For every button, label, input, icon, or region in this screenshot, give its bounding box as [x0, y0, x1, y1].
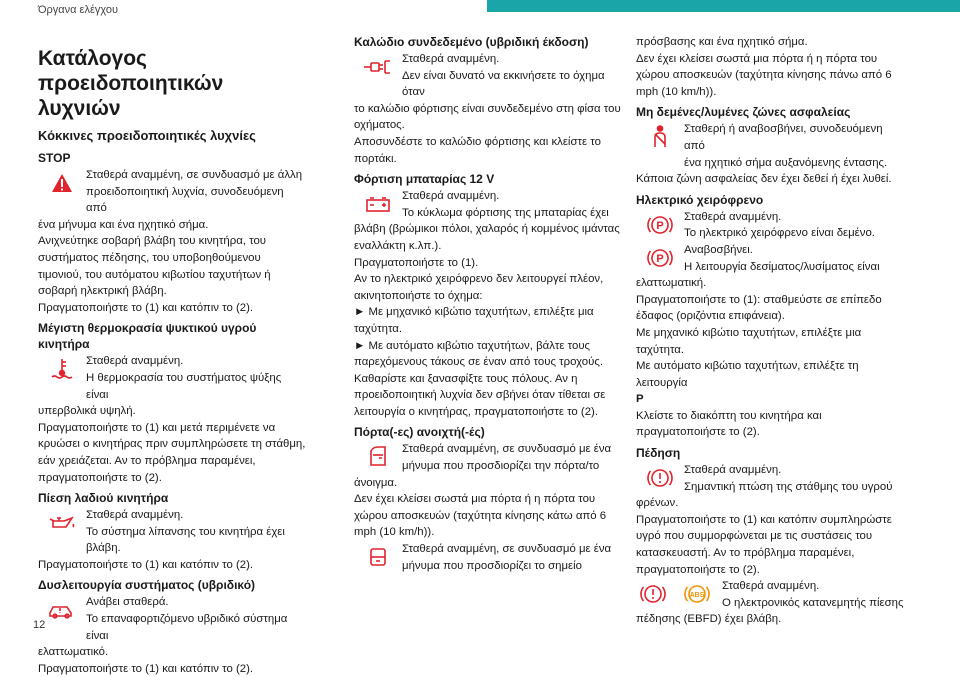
column-1: [38, 34, 306, 677]
braking-line4: Ο ηλεκτρονικός κατανεμητής πίεσης: [722, 596, 904, 609]
hybrid-text: ελαττωματικό. Πραγματοποιήστε το (1) και κατόπιν το (2).: [38, 646, 254, 675]
hybrid-line1: Ανάβει σταθερά.: [86, 596, 169, 609]
arrow-bullet-icon: ►: [354, 339, 366, 352]
battery-bullet-2: [354, 338, 622, 371]
cable-line2: Δεν είναι δυνατό να εκκινήσετε το όχημα όταν: [402, 69, 605, 99]
door-open-icon: [354, 441, 402, 473]
coolant-line1: Σταθερά αναμμένη.: [86, 355, 184, 368]
epb-text: ελαττωματική. Πραγματοποιήστε το (1): σταθμεύστε σε επίπεδο έδαφος (οριζόντια επιφάνεια). Με μηχανικό κιβώτιο ταχυτήτων, επιλέξτε μια ταχύτητα. Με αυτόματο κιβώτιο ταχυτήτων, επιλέξτε τη λειτουργία: [636, 277, 882, 389]
abs-icon: [685, 586, 709, 602]
belts-line2: ένα ηχητικό σήμα αυξανόμενης έντασης.: [684, 156, 888, 169]
warning-triangle-icon: [38, 167, 86, 199]
battery-heading: Φόρτιση μπαταρίας 12 V: [354, 172, 495, 187]
section-subtitle: Κόκκινες προειδοποιητικές λυχνίες: [38, 128, 256, 143]
brake-abs-icons: [636, 578, 722, 610]
belts-line1: Σταθερή ή αναβοσβήνει, συνοδευόμενη από: [684, 123, 883, 152]
doors-line4: μήνυμα που προσδιορίζει το σημείο: [402, 559, 582, 572]
doors-line2: μήνυμα που προσδιορίζει την πόρτα/το: [402, 460, 600, 473]
oil-line2: Το σύστημα λίπανσης του κινητήρα έχει βλάβη.: [86, 525, 285, 555]
parking-brake-icon: [636, 209, 684, 241]
stop-text: ένα μήνυμα και ένα ηχητικό σήμα. Ανιχνεύτηκε σοβαρή βλάβη του κινητήρα, του συστήματος πέδησης, του υποβοηθούμενου τιμονιού, του αυτόματου κιβωτίου ταχυτήτων ή σοβαρή ηλεκτρική βλάβη. Πραγματοποιήστε το (1) και κατόπιν το (2).: [38, 218, 271, 314]
column-3: [636, 34, 904, 628]
parking-brake-icon: [636, 242, 684, 274]
seat-belt-icon: [636, 121, 684, 153]
belts-heading: Μη δεμένες/λυμένες ζώνες ασφαλείας: [636, 105, 851, 120]
epb-line3: Αναβοσβήνει.: [684, 243, 753, 256]
header-accent-bar: [487, 0, 960, 12]
cable-heading: Καλώδιο συνδεδεμένο (υβριδική έκδοση): [354, 35, 589, 49]
battery-bullet-1: [354, 304, 622, 337]
trunk-open-icon: [354, 541, 402, 573]
page-title: Κατάλογος προειδοποιητικών λυχνιών: [38, 47, 224, 120]
coolant-text: υπερβολικά υψηλή. Πραγματοποιήστε το (1) και μετά περιμένετε να κρυώσει ο κινητήρας πριν συμπληρώσετε τη στάθμη, εάν χρειάζεται. Αν το πρόβλημα παραμένει, πραγματοποιήστε το (2).: [38, 405, 306, 484]
battery-line2: Το κύκλωμα φόρτισης της μπαταρίας έχει: [402, 206, 609, 219]
oil-line1: Σταθερά αναμμένη.: [86, 509, 184, 522]
battery-line1: Σταθερά αναμμένη.: [402, 190, 500, 203]
epb-text-2: Κλείστε το διακόπτη του κινητήρα και πραγματοποιήστε το (2).: [636, 409, 822, 439]
column-2: [354, 34, 622, 574]
oil-can-icon: [38, 507, 86, 539]
coolant-temperature-icon: [38, 353, 86, 385]
cable-line1: Σταθερά αναμμένη.: [402, 53, 500, 65]
cable-text: το καλώδιο φόρτισης είναι συνδεδεμένο στη φίσα του οχήματος. Αποσυνδέστε το καλώδιο φόρτισης και κλείστε το πορτάκι.: [354, 102, 621, 165]
braking-heading: Πέδηση: [636, 446, 681, 461]
doors-heading: Πόρτα(-ες) ανοιχτή(-ές): [354, 425, 485, 440]
doors-line1: Σταθερά αναμμένη, σε συνδυασμό με ένα: [402, 443, 612, 456]
brake-warning-icon: [641, 586, 665, 602]
battery-after-text: Καθαρίστε και ξανασφίξτε τους πόλους. Αν η προειδοποιητική λυχνία δεν σβήνει όταν τίθεται σε λειτουργία ο κινητήρας, πραγματοποιήστε το (2).: [354, 372, 606, 418]
battery-bullet-1-text: Με μηχανικό κιβώτιο ταχυτήτων, επιλέξτε μια ταχύτητα.: [354, 306, 594, 335]
doors-text: άνοιγμα. Δεν έχει κλείσει σωστά μια πόρτα ή η πόρτα του χώρου αποσκευών (ταχύτητα κίνησης κάτω από 6 mph (10 km/h)).: [354, 476, 607, 539]
oil-heading: Πίεση λαδιού κινητήρα: [38, 491, 169, 506]
abs-label: ABS: [689, 592, 705, 600]
epb-line1: Σταθερά αναμμένη.: [684, 210, 782, 223]
battery-icon: [354, 188, 402, 220]
braking-text: φρένων. Πραγματοποιήστε το (1) και κατόπιν συμπληρώστε υγρό που συμμορφώνεται με τις συστάσεις του κατασκευαστή. Αν το πρόβλημα παραμένει, πραγματοποιήστε το (2).: [636, 497, 892, 576]
braking-line1: Σταθερά αναμμένη.: [684, 464, 782, 477]
battery-bullet-2-text: Με αυτόματο κιβώτιο ταχυτήτων, βάλτε τους παρεχόμενους τάκους σε έναν από τους τροχούς.: [354, 339, 603, 369]
svg-text:P: P: [656, 219, 664, 232]
charging-plug-icon: [354, 51, 402, 83]
coolant-heading: Μέγιστη θερμοκρασία ψυκτικού υγρού κινητήρα: [38, 321, 257, 352]
coolant-line2: Η θερμοκρασία του συστήματος ψύξης είναι: [86, 371, 282, 401]
running-header: Όργανα ελέγχου: [38, 4, 118, 16]
battery-text: βλάβη (βρώμικοι πόλοι, χαλαρός ή κομμένος ιμάντας εναλλάκτη κ.λπ.). Πραγματοποιήστε το (1). Αν το ηλεκτρικό χειρόφρενο δεν λειτουργεί πλέον, ακινητοποιήστε το όχημα:: [354, 223, 620, 302]
brake-warning-icon: [636, 462, 684, 494]
stop-heading: STOP: [38, 151, 71, 165]
epb-line2: Το ηλεκτρικό χειρόφρενο είναι δεμένο.: [684, 227, 875, 240]
braking-line3: Σταθερά αναμμένη.: [722, 580, 820, 593]
stop-line1: Σταθερά αναμμένη, σε συνδυασμό με άλλη: [86, 169, 303, 181]
svg-text:P: P: [656, 252, 664, 265]
epb-heading: Ηλεκτρικό χειρόφρενο: [636, 192, 764, 207]
doors-continued-text: πρόσβασης και ένα ηχητικό σήμα. Δεν έχει κλείσει σωστά μια πόρτα ή η πόρτα του χώρου αποσκευών (ταχύτητα κίνησης πάνω από 6 mph (10 km/h)).: [636, 36, 892, 98]
hybrid-heading: Δυσλειτουργία συστήματος (υβριδικό): [38, 578, 256, 593]
hybrid-line2: Το επαναφορτιζόμενο υβριδικό σύστημα είναι: [86, 613, 288, 642]
page-number: 12: [33, 619, 46, 631]
epb-p-letter: P: [636, 393, 644, 406]
epb-line4: Η λειτουργία δεσίματος/λυσίματος είναι: [684, 260, 880, 273]
doors-line3: Σταθερά αναμμένη, σε συνδυασμό με ένα: [402, 543, 612, 556]
braking-line2: Σημαντική πτώση της στάθμης του υγρού: [684, 480, 893, 493]
oil-text: Πραγματοποιήστε το (1) και κατόπιν το (2).: [38, 558, 254, 571]
arrow-bullet-icon: ►: [354, 306, 366, 319]
belts-text: Κάποια ζώνη ασφαλείας δεν έχει δεθεί ή έχει λυθεί.: [636, 173, 892, 186]
braking-text-3: πέδησης (EBFD) έχει βλάβη.: [636, 613, 782, 626]
stop-line2: προειδοποιητική λυχνία, συνοδευόμενη από: [86, 185, 284, 215]
